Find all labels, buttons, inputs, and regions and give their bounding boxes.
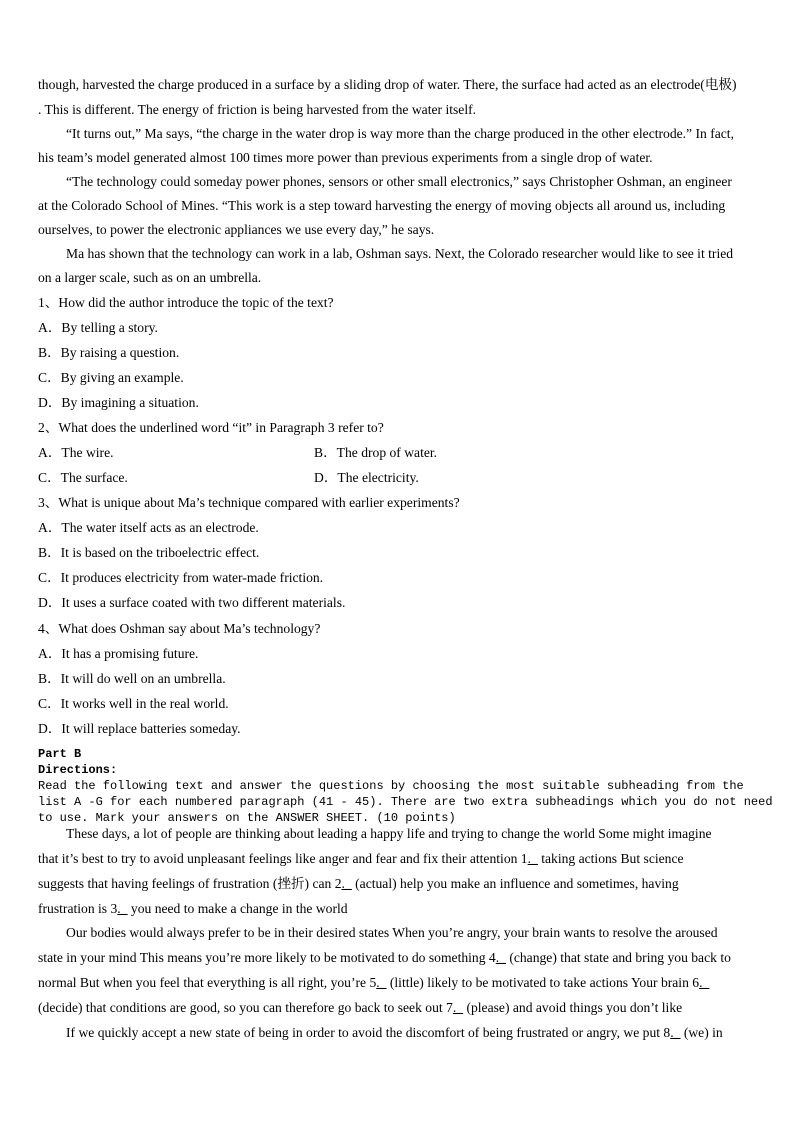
passage-line: ourselves, to power the electronic appliances we use every day,” he says. bbox=[38, 222, 435, 237]
directions-label: Directions: bbox=[38, 763, 118, 777]
passage-text: (we) in bbox=[680, 1025, 723, 1040]
answer-option: A．The water itself acts as an electrode. bbox=[38, 520, 259, 535]
fill-blank[interactable]: ._ bbox=[452, 1000, 464, 1015]
answer-option: A．By telling a story. bbox=[38, 320, 158, 335]
answer-option: B．It will do well on an umbrella. bbox=[38, 671, 226, 686]
answer-option: B．It is based on the triboelectric effect. bbox=[38, 545, 260, 560]
passage-text: normal But when you feel that everything is all right, you’re 5 bbox=[38, 975, 377, 990]
passage-line: These days, a lot of people are thinking about leading a happy life and trying to change the world Some might imagine bbox=[66, 826, 712, 841]
question-stem: 1、How did the author introduce the topic of the text? bbox=[38, 295, 334, 310]
passage-line bbox=[38, 901, 348, 917]
passage-text: frustration is 3 bbox=[38, 901, 118, 916]
passage-text: (actual) help you make an influence and sometimes, having bbox=[351, 876, 679, 891]
answer-option: C．It produces electricity from water-made friction. bbox=[38, 570, 324, 585]
passage-text: you need to make a change in the world bbox=[127, 901, 348, 916]
answer-option: A．It has a promising future. bbox=[38, 646, 199, 661]
passage-line bbox=[66, 1025, 723, 1041]
passage-line: Our bodies would always prefer to be in their desired states When you’re angry, your brain wants to resolve the aroused bbox=[66, 925, 718, 940]
answer-option: D．It uses a surface coated with two different materials. bbox=[38, 595, 346, 610]
directions-line: Read the following text and answer the questions by choosing the most suitable subheading from the bbox=[38, 779, 744, 793]
answer-option: B．By raising a question. bbox=[38, 345, 180, 360]
passage-text: state in your mind This means you’re more likely to be motivated to do something 4 bbox=[38, 950, 496, 965]
passage-line: . This is different. The energy of friction is being harvested from the water itself. bbox=[38, 102, 477, 117]
fill-blank[interactable]: ._ bbox=[376, 975, 387, 990]
passage-line bbox=[38, 1000, 682, 1016]
answer-option: D．By imagining a situation. bbox=[38, 395, 199, 410]
passage-line: on a larger scale, such as on an umbrella. bbox=[38, 270, 262, 285]
passage-line: though, harvested the charge produced in a surface by a sliding drop of water. There, the surface had acted as an electrode(电极) bbox=[38, 77, 737, 92]
fill-blank[interactable]: ._ bbox=[699, 975, 710, 990]
passage-text: that it’s best to try to avoid unpleasant feelings like anger and fear and fix their attention 1 bbox=[38, 851, 528, 866]
section-heading: Part B bbox=[38, 747, 82, 761]
passage-text: taking actions But science bbox=[537, 851, 684, 866]
passage-line: “The technology could someday power phones, sensors or other small electronics,” says Christopher Oshman, an engineer bbox=[66, 174, 732, 189]
passage-line: his team’s model generated almost 100 times more power than previous experiments from a single drop of water. bbox=[38, 150, 653, 165]
answer-option: B．The drop of water. bbox=[314, 445, 438, 460]
passage-line: Ma has shown that the technology can work in a lab, Oshman says. Next, the Colorado researcher would like to see it tried bbox=[66, 246, 734, 261]
passage-text: If we quickly accept a new state of being in order to avoid the discomfort of being frustrated or angry, we put 8 bbox=[66, 1025, 671, 1040]
question-stem: 4、What does Oshman say about Ma’s technology? bbox=[38, 621, 321, 636]
passage-text: (change) that state and bring you back to bbox=[505, 950, 731, 965]
passage-text: (please) and avoid things you don’t like bbox=[463, 1000, 683, 1015]
passage-line bbox=[38, 950, 731, 966]
answer-option: D．The electricity. bbox=[314, 470, 419, 485]
fill-blank[interactable]: ._ bbox=[341, 876, 352, 891]
answer-option: D．It will replace batteries someday. bbox=[38, 721, 241, 736]
question-stem: 3、What is unique about Ma’s technique compared with earlier experiments? bbox=[38, 495, 460, 510]
fill-blank[interactable]: ._ bbox=[495, 950, 506, 965]
passage-line: “It turns out,” Ma says, “the charge in the water drop is way more than the charge produced in the other electrode.” In fact, bbox=[66, 126, 734, 141]
passage-text: suggests that having feelings of frustration (挫折) can 2 bbox=[38, 876, 342, 891]
passage-line bbox=[38, 975, 709, 991]
passage-text: (little) likely to be motivated to take actions Your brain 6 bbox=[386, 975, 700, 990]
passage-line: at the Colorado School of Mines. “This work is a step toward harvesting the energy of moving objects all around us, including bbox=[38, 198, 726, 213]
answer-option: A．The wire. bbox=[38, 445, 114, 460]
fill-blank[interactable]: ._ bbox=[527, 851, 538, 866]
fill-blank[interactable]: ._ bbox=[117, 901, 128, 916]
directions-line: list A -G for each numbered paragraph (41 - 45). There are two extra subheadings which you do not need bbox=[38, 795, 773, 809]
question-stem: 2、What does the underlined word “it” in Paragraph 3 refer to? bbox=[38, 420, 384, 435]
answer-option: C．It works well in the real world. bbox=[38, 696, 229, 711]
passage-line bbox=[38, 851, 684, 867]
directions-line: to use. Mark your answers on the ANSWER SHEET. (10 points) bbox=[38, 811, 456, 825]
answer-option: C．The surface. bbox=[38, 470, 128, 485]
answer-option: C．By giving an example. bbox=[38, 370, 184, 385]
passage-line bbox=[38, 876, 679, 892]
passage-text: (decide) that conditions are good, so you can therefore go back to seek out 7 bbox=[38, 1000, 453, 1015]
fill-blank[interactable]: ._ bbox=[670, 1025, 681, 1040]
